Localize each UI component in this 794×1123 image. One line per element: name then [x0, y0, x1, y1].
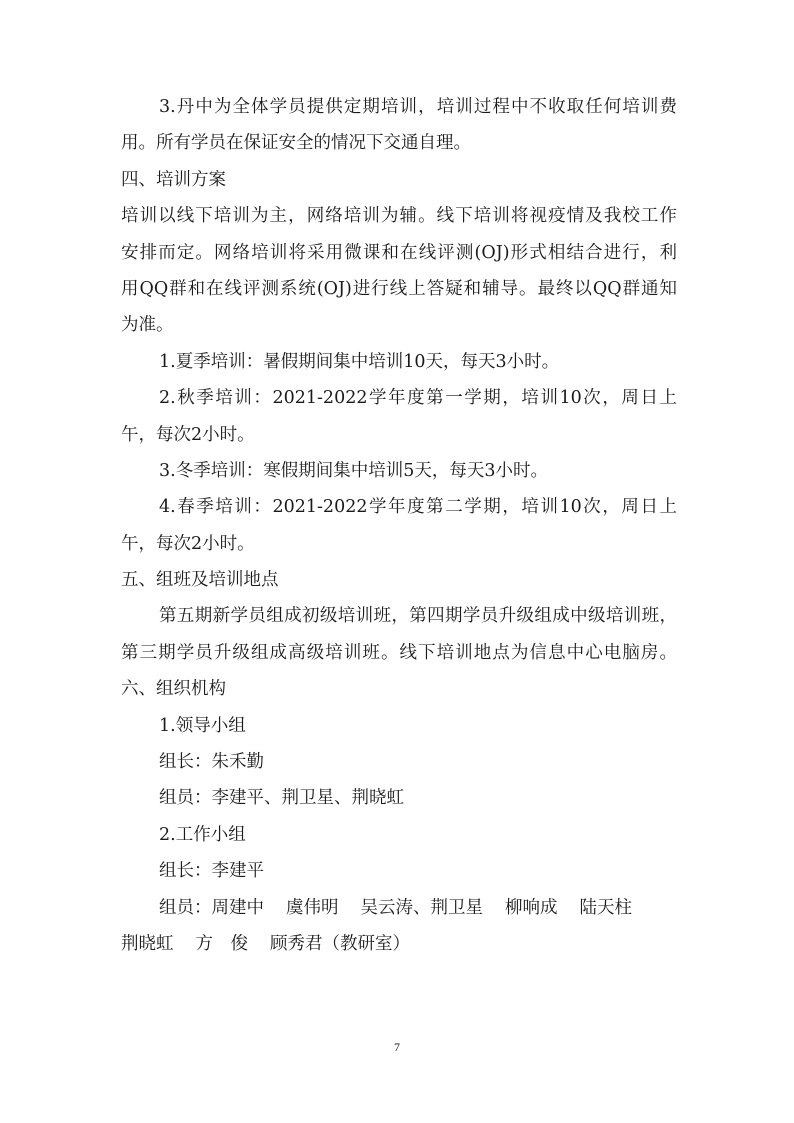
- section-heading: 四、培训方案: [121, 169, 226, 190]
- member-name: 柳响成: [505, 897, 558, 918]
- list-item: 1.夏季培训：暑假期间集中培训10天，每天3小时。: [159, 351, 560, 372]
- list-item-continuation: 午，每次2小时。: [121, 424, 255, 445]
- members-line: 组员：李建平、荆卫星、荆晓虹: [159, 788, 404, 809]
- members-line: [121, 890, 677, 926]
- list-item: 4.春季培训：2021-2022学年度第二学期，培训10次，周日上: [159, 497, 677, 518]
- section-heading: 六、组织机构: [121, 679, 226, 700]
- leader-line: 组长：朱禾勤: [159, 752, 264, 773]
- list-item: 2.秋季培训：2021-2022学年度第一学期，培训10次，周日上: [159, 388, 677, 409]
- paragraph-line: 安排而定。网络培训将采用微课和在线评测(OJ)形式相结合进行，利: [121, 242, 677, 263]
- member-name: 顾秀君（教研室）: [270, 933, 410, 954]
- body-text: [121, 89, 677, 962]
- subsection-heading: 1.领导小组: [159, 715, 246, 736]
- paragraph-line: 为准。: [121, 315, 174, 336]
- member-name: 周建中: [211, 897, 264, 918]
- member-name: 荆晓虹: [121, 933, 174, 954]
- section-heading: 五、组班及培训地点: [121, 570, 279, 591]
- paragraph-line: 培训以线下培训为主，网络培训为辅。线下培训将视疫情及我校工作: [121, 206, 677, 227]
- leader-line: 组长：李建平: [159, 861, 264, 882]
- member-name: 方 俊: [195, 933, 248, 954]
- page-number: 7: [394, 1040, 400, 1054]
- list-item-continuation: 午，每次2小时。: [121, 533, 255, 554]
- paragraph-line: 用QQ群和在线评测系统(OJ)进行线上答疑和辅导。最终以QQ群通知: [121, 278, 677, 299]
- paragraph-line: 用。所有学员在保证安全的情况下交通自理。: [121, 133, 471, 154]
- paragraph-line: 3.丹中为全体学员提供定期培训，培训过程中不收取任何培训费: [159, 97, 677, 117]
- members-label: 组员：: [159, 897, 212, 918]
- list-item: 3.冬季培训：寒假期间集中培训5天，每天3小时。: [159, 460, 548, 481]
- paragraph-line: 第三期学员升级组成高级培训班。线下培训地点为信息中心电脑房。: [121, 642, 677, 663]
- members-line-continuation: [121, 926, 677, 962]
- subsection-heading: 2.工作小组: [159, 824, 246, 845]
- member-name: 陆天柱: [579, 897, 632, 918]
- member-name: 虞伟明: [286, 897, 339, 918]
- member-name: 吴云涛、荆卫星: [360, 897, 483, 918]
- paragraph-line: 第五期新学员组成初级培训班，第四期学员升级组成中级培训班，: [159, 606, 677, 627]
